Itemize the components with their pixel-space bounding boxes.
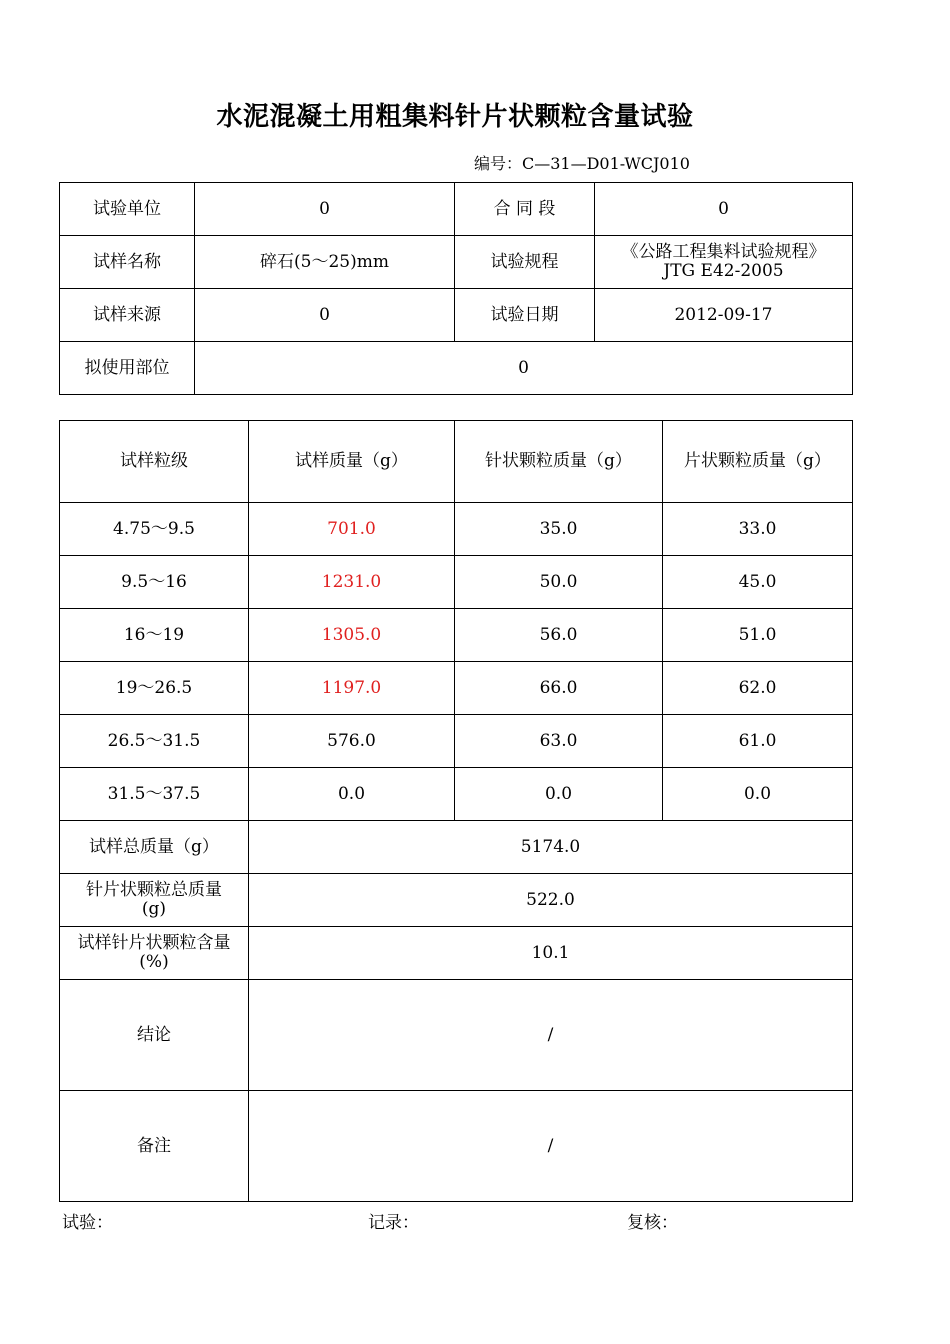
sample-mass-cell: 0.0	[249, 768, 455, 821]
table-row	[60, 768, 853, 821]
needle-mass-cell: 0.0	[455, 768, 663, 821]
flaky-total-label	[60, 874, 249, 927]
tester-signature-label: 试验：	[62, 1213, 113, 1233]
position-value: 0	[195, 342, 853, 395]
size-grade-cell: 4.75～9.5	[60, 503, 249, 556]
needle-mass-cell: 35.0	[455, 503, 663, 556]
unit-label: 试验单位	[60, 183, 195, 236]
size-grade-cell: 19～26.5	[60, 662, 249, 715]
info-row	[60, 342, 853, 395]
flake-mass-cell: 33.0	[663, 503, 853, 556]
info-row	[60, 289, 853, 342]
table-row	[60, 556, 853, 609]
sample-mass-cell: 1197.0	[249, 662, 455, 715]
header-row	[60, 421, 853, 503]
needle-mass-cell: 66.0	[455, 662, 663, 715]
info-table	[59, 182, 853, 395]
conclusion-label: 结论	[60, 980, 249, 1091]
page-title: 水泥混凝土用粗集料针片状颗粒含量试验	[216, 102, 694, 132]
needle-mass-cell: 56.0	[455, 609, 663, 662]
sample-mass-cell: 1231.0	[249, 556, 455, 609]
total-mass-label: 试样总质量（g）	[60, 821, 249, 874]
position-label: 拟使用部位	[60, 342, 195, 395]
flake-mass-cell: 45.0	[663, 556, 853, 609]
procedure-line-2: JTG E42-2005	[663, 261, 784, 281]
content-value: 10.1	[249, 927, 853, 980]
flaky-total-value: 522.0	[249, 874, 853, 927]
table-row	[60, 662, 853, 715]
total-mass-value: 5174.0	[249, 821, 853, 874]
flake-mass-cell: 0.0	[663, 768, 853, 821]
sample-name-value: 碎石(5～25)mm	[195, 236, 455, 289]
procedure-line-1: 《公路工程集料试验规程》	[621, 242, 826, 262]
total-mass-row	[60, 821, 853, 874]
contract-value: 0	[595, 183, 853, 236]
reviewer-signature-label: 复核：	[627, 1213, 678, 1233]
header-size-grade: 试样粒级	[60, 421, 249, 503]
remarks-value: /	[249, 1091, 853, 1202]
remarks-label: 备注	[60, 1091, 249, 1202]
info-row	[60, 183, 853, 236]
size-grade-cell: 26.5～31.5	[60, 715, 249, 768]
info-row	[60, 236, 853, 289]
sample-name-label: 试样名称	[60, 236, 195, 289]
sample-mass-cell: 701.0	[249, 503, 455, 556]
flake-mass-cell: 51.0	[663, 609, 853, 662]
header-needle-mass: 针状颗粒质量（g）	[455, 421, 663, 503]
unit-value: 0	[195, 183, 455, 236]
table-row	[60, 609, 853, 662]
procedure-value	[595, 236, 853, 289]
size-grade-cell: 9.5～16	[60, 556, 249, 609]
conclusion-row	[60, 980, 853, 1091]
procedure-label: 试验规程	[455, 236, 595, 289]
content-label-line-2: (%)	[139, 952, 169, 972]
conclusion-value: /	[249, 980, 853, 1091]
remarks-row	[60, 1091, 853, 1202]
size-grade-cell: 16～19	[60, 609, 249, 662]
content-label-line-1: 试样针片状颗粒含量	[77, 933, 231, 953]
contract-label: 合 同 段	[455, 183, 595, 236]
table-row	[60, 715, 853, 768]
date-value: 2012-09-17	[595, 289, 853, 342]
sample-mass-cell: 576.0	[249, 715, 455, 768]
document-code: 编号：C—31—D01-WCJ010	[474, 154, 690, 173]
content-label	[60, 927, 249, 980]
date-label: 试验日期	[455, 289, 595, 342]
content-row	[60, 927, 853, 980]
recorder-signature-label: 记录：	[368, 1213, 419, 1233]
flaky-total-label-line-2: (g)	[141, 899, 167, 919]
header-flake-mass: 片状颗粒质量（g）	[663, 421, 853, 503]
size-grade-cell: 31.5～37.5	[60, 768, 249, 821]
header-sample-mass: 试样质量（g）	[249, 421, 455, 503]
flaky-total-label-line-1: 针片状颗粒总质量	[86, 880, 222, 900]
flaky-total-row	[60, 874, 853, 927]
source-label: 试样来源	[60, 289, 195, 342]
needle-mass-cell: 50.0	[455, 556, 663, 609]
needle-mass-cell: 63.0	[455, 715, 663, 768]
source-value: 0	[195, 289, 455, 342]
flake-mass-cell: 61.0	[663, 715, 853, 768]
table-row	[60, 503, 853, 556]
flake-mass-cell: 62.0	[663, 662, 853, 715]
sample-mass-cell: 1305.0	[249, 609, 455, 662]
data-table	[59, 420, 853, 1202]
